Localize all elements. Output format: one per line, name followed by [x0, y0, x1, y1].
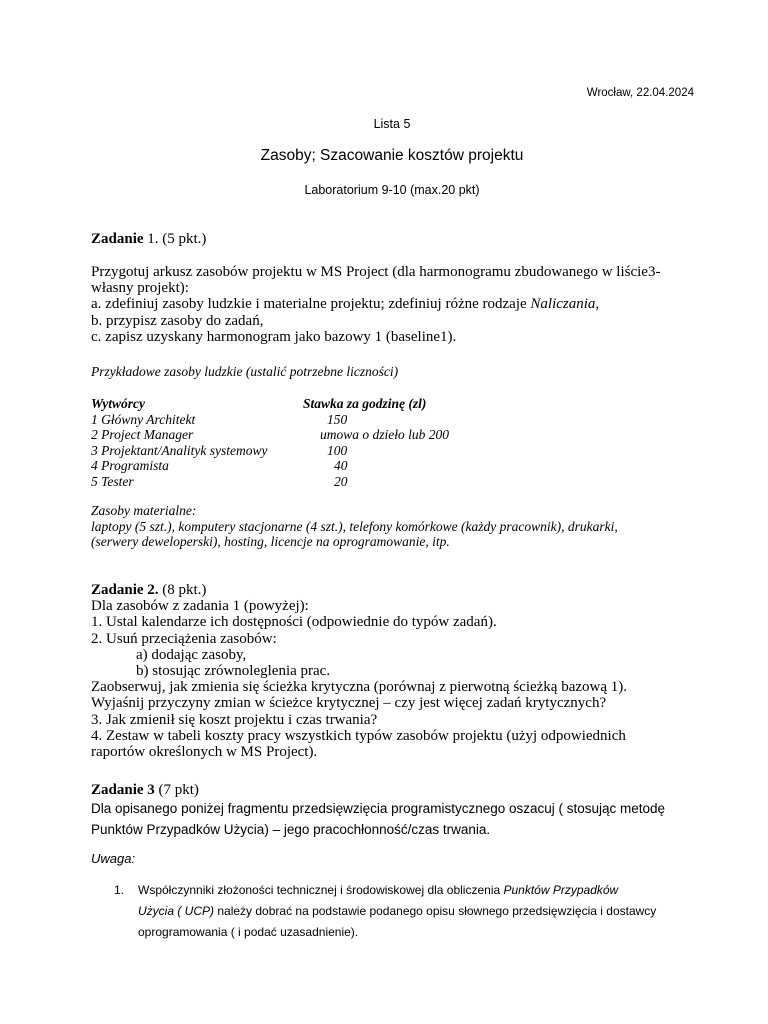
task2-block: Zadanie 2. (8 pkt.) Dla zasobów z zadania 1 (powyżej): 1. Ustal kalendarze ich dostępności (odpowiednie do typów zadań). 2. Usuń przeciążenia zasobów: a) dodając zasoby, b) stosując zrównoleglenia prac. Zaobserwuj, jak zmienia się ścieżka krytyczna (porównaj z pierwotną ścieżką bazową 1). Wyjaśnij przyczyny zmian w ścieżce krytycznej – czy jest więcej zadań krytycznych? 3. Jak zmienił się koszt projektu i czas trwania? 4. Zestaw w tabeli koszty pracy wszystkich typów zasobów projektu (użyj odpowiednich raportów określonych w MS Project).: [91, 582, 628, 761]
task2-heading: Zadanie 2. (8 pkt.): [91, 582, 207, 598]
table-header: Wytwórcy Stawka za godzinę (zl): [91, 396, 427, 411]
note-item-text: Współczynniki złożoności technicznej i środowiskowej dla obliczenia Punktów Przypadków Użycia ( UCP) należy dobrać na podstawie podanego opisu słownego przedsięwzięcia i dostawcy oprogramowania ( i podać uzasadnienie).: [138, 883, 657, 939]
note-item-number: 1.: [114, 883, 125, 897]
table-row: 1 Główny Architekt 150: [91, 411, 348, 427]
task1-item-c: c. zapisz uzyskany harmonogram jako bazowy 1 (baseline1).: [91, 328, 457, 345]
task3-description: Dla opisanego poniżej fragmentu przedsięwzięcia programistycznego oszacuj ( stosując metodę Punktów Przypadków Użycia) – jego pracochłonność/czas trwania.: [91, 801, 666, 837]
task1-heading: Zadanie 1. (5 pkt.): [91, 231, 207, 247]
table-row: 4 Programista 40: [91, 458, 348, 473]
example-heading: Przykładowe zasoby ludzkie (ustalić potrzebne liczności): [91, 364, 399, 379]
list-number: Lista 5: [373, 117, 411, 131]
table-row: 2 Project Manager umowa o dzieło lub 200: [91, 427, 450, 442]
document-title: Zasoby; Szacowanie kosztów projektu: [260, 147, 524, 164]
document-date: Wrocław, 22.04.2024: [586, 87, 694, 99]
resource-table: [91, 396, 449, 489]
task1-instructions: Przygotuj arkusz zasobów projektu w MS Project (dla harmonogramu zbudowanego w liście3- własny projekt): a. zdefiniuj zasoby ludzkie i materialne projektu; zdefiniuj różne rodzaje Naliczania, b. przypisz zasoby do zadań, c. zapisz uzyskany harmonogram jako bazowy 1 (baseline1).: [91, 264, 661, 345]
task1-item-a: a. zdefiniuj zasoby ludzkie i materialne projektu; zdefiniuj różne rodzaje Naliczania,: [91, 296, 600, 313]
lab-subtitle: Laboratorium 9-10 (max.20 pkt): [304, 183, 480, 197]
task1-item-b: b. przypisz zasoby do zadań,: [91, 312, 264, 329]
table-row: 3 Projektant/Analityk systemowy 100: [91, 442, 348, 458]
note-label: Uwaga:: [91, 851, 136, 866]
material-resources: Zasoby materialne: laptopy (5 szt.), komputery stacjonarne (4 szt.), telefony komórkowe (każdy pracownik), drukarki, (serwery deweloperski), hosting, licencje na oprogramowanie, itp.: [91, 503, 618, 550]
task3-heading: Zadanie 3 (7 pkt): [91, 782, 199, 798]
table-row: 5 Tester 20: [91, 473, 348, 489]
